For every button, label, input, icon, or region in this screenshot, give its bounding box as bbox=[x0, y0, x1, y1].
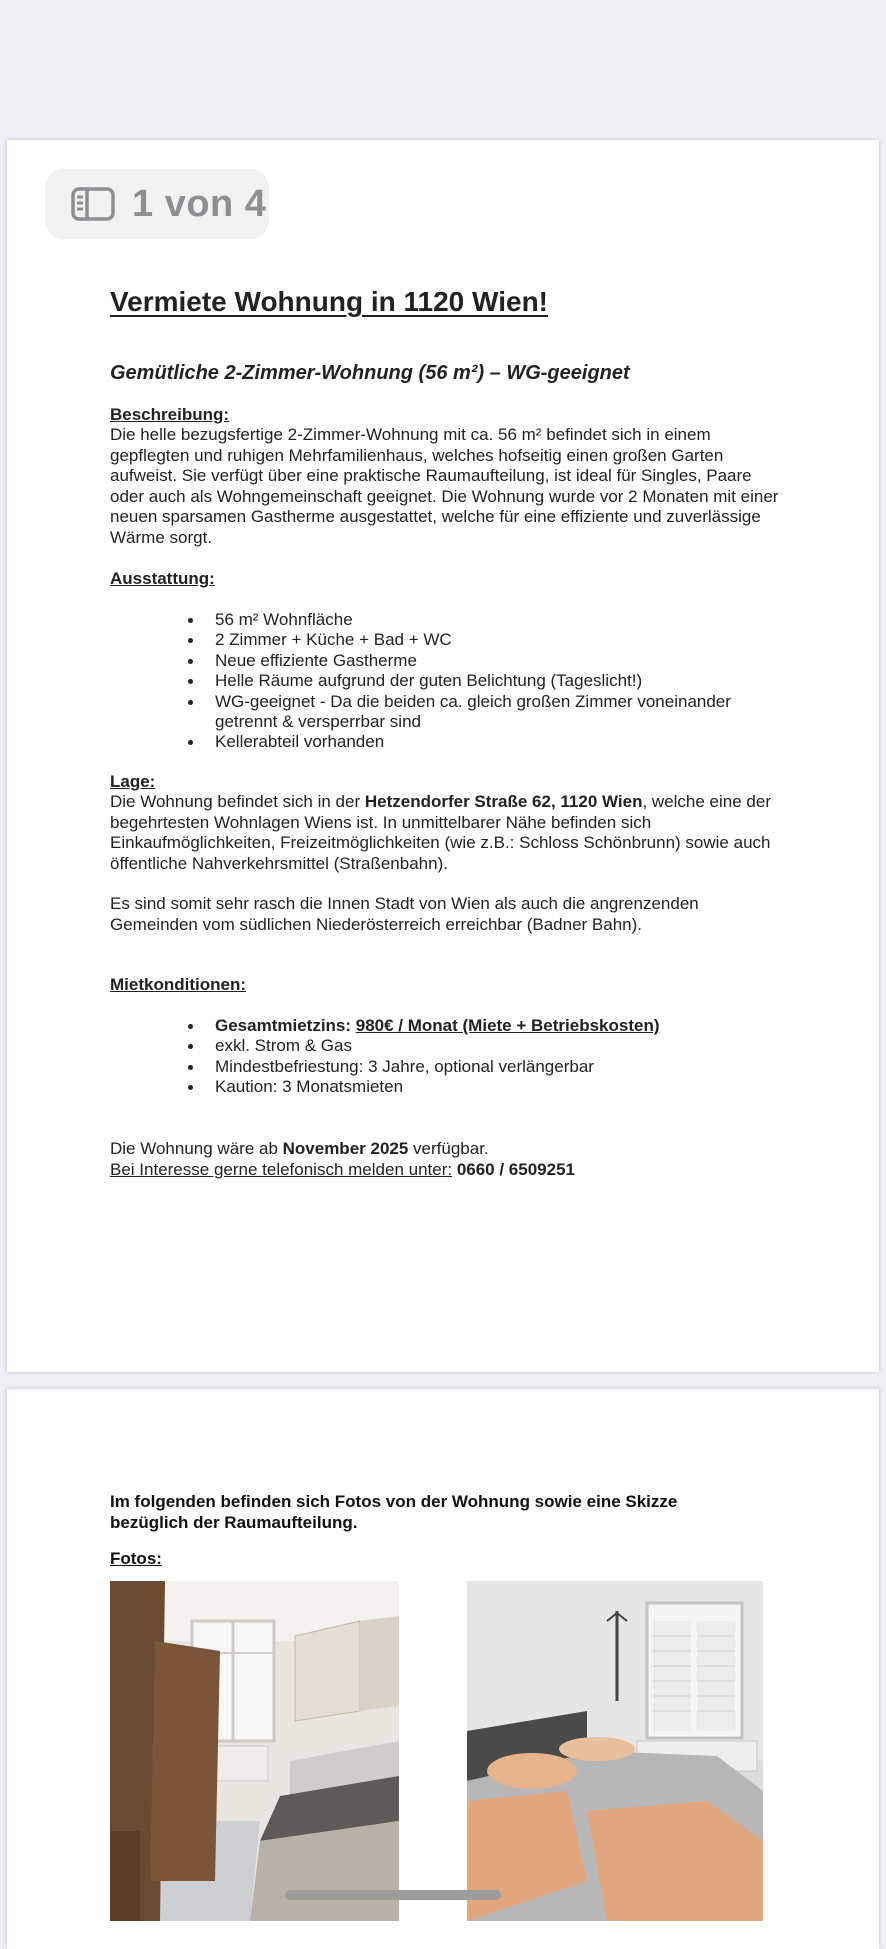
beschreibung-text: Die helle bezugsfertige 2-Zimmer-Wohnung mit ca. 56 m² befindet sich in einem gepflegten und ruhigen Mehrfamilienhaus, welches hofseitig einen großen Garten aufweist. Sie verfügt über eine praktische Raumaufteilung, ist ideal für Singles, Paare oder auch als Wohngemeinschaft geeignet. Die Wohnung wurde vor 2 Monaten mit einer neuen sparsamen Gastherme ausgestattet, welche für eine effiziente und zuverlässige Wärme sorgt. bbox=[110, 425, 779, 547]
page-counter[interactable] bbox=[45, 169, 269, 239]
fotos-label: Fotos: bbox=[110, 1549, 162, 1568]
mietkonditionen-list bbox=[182, 1016, 782, 1098]
lage-text-start: Die Wohnung befindet sich in der bbox=[110, 792, 365, 811]
list-item: Neue effiziente Gastherme bbox=[182, 651, 782, 671]
list-item: 56 m² Wohnfläche bbox=[182, 610, 782, 630]
lage-section bbox=[110, 772, 790, 935]
document-page-1 bbox=[7, 140, 879, 1372]
beschreibung-section bbox=[110, 405, 790, 548]
ausstattung-section bbox=[110, 569, 790, 589]
list-item: Mindestbefriestung: 3 Jahre, optional verlängerbar bbox=[182, 1057, 782, 1077]
lage-text-end: , welche eine der begehrtesten Wohnlagen Wiens ist. In unmittelbarer Nähe befinden sich Einkaufmöglichkeiten, Freizeitmöglichkeiten (wie z.B.: Schloss Schönbrunn) sowie auch öffentliche Nahverkehrsmittel (Straßenbahn). bbox=[110, 792, 771, 873]
ausstattung-list bbox=[182, 610, 782, 753]
availability-date: November 2025 bbox=[282, 1139, 409, 1158]
availability-line bbox=[110, 1139, 790, 1160]
lage-text bbox=[110, 792, 790, 874]
list-item bbox=[182, 1016, 782, 1036]
photos-intro: Im folgenden befinden sich Fotos von der Wohnung sowie eine Skizze bezüglich der Raumaufteilung. bbox=[110, 1492, 678, 1532]
list-item: 2 Zimmer + Küche + Bad + WC bbox=[182, 630, 782, 650]
kitchen-photo-image bbox=[110, 1581, 399, 1921]
list-item: Helle Räume aufgrund der guten Belichtung (Tageslicht!) bbox=[182, 671, 782, 691]
sidebar-icon bbox=[71, 187, 115, 221]
availability-prefix: Die Wohnung wäre ab bbox=[110, 1139, 283, 1158]
availability-section bbox=[110, 1139, 790, 1180]
home-indicator[interactable] bbox=[285, 1890, 501, 1900]
page-counter-label: 1 von 4 bbox=[132, 182, 267, 225]
kitchen-photo[interactable] bbox=[110, 1581, 399, 1921]
lage-text-2: Es sind somit sehr rasch die Innen Stadt von Wien als auch die angrenzenden Gemeinden vom südlichen Niederösterreich erreichbar (Badner Bahn). bbox=[110, 894, 699, 934]
document-page-2 bbox=[7, 1389, 879, 1949]
gesamtmietzins-value: 980€ / Monat (Miete + Betriebskosten) bbox=[355, 1016, 660, 1035]
bedroom-photo[interactable] bbox=[467, 1581, 763, 1921]
list-item: exkl. Strom & Gas bbox=[182, 1036, 782, 1056]
phone-number[interactable]: 0660 / 6509251 bbox=[452, 1159, 575, 1179]
contact-label: Bei Interesse gerne telefonisch melden unter: bbox=[110, 1159, 453, 1179]
availability-suffix: verfügbar. bbox=[408, 1139, 489, 1158]
bedroom-photo-image bbox=[467, 1581, 763, 1921]
document-subtitle: Gemütliche 2-Zimmer-Wohnung (56 m²) – WG-geeignet bbox=[110, 362, 630, 384]
list-item: Kellerabteil vorhanden bbox=[182, 732, 782, 752]
address: Hetzendorfer Straße 62, 1120 Wien bbox=[364, 792, 643, 811]
lage-label: Lage: bbox=[110, 772, 156, 791]
contact-line bbox=[110, 1160, 790, 1181]
list-item: Kaution: 3 Monatsmieten bbox=[182, 1077, 782, 1097]
mietkonditionen-section bbox=[110, 975, 790, 995]
mietkonditionen-label: Mietkonditionen: bbox=[110, 975, 246, 994]
document-title: Vermiete Wohnung in 1120 Wien! bbox=[110, 286, 548, 317]
list-item: WG-geeignet - Da die beiden ca. gleich großen Zimmer voneinander getrennt & versperrbar sind bbox=[182, 692, 782, 733]
gesamtmietzins-label: Gesamtmietzins: bbox=[215, 1016, 356, 1035]
beschreibung-label: Beschreibung: bbox=[110, 405, 230, 424]
ausstattung-label: Ausstattung: bbox=[110, 569, 215, 588]
